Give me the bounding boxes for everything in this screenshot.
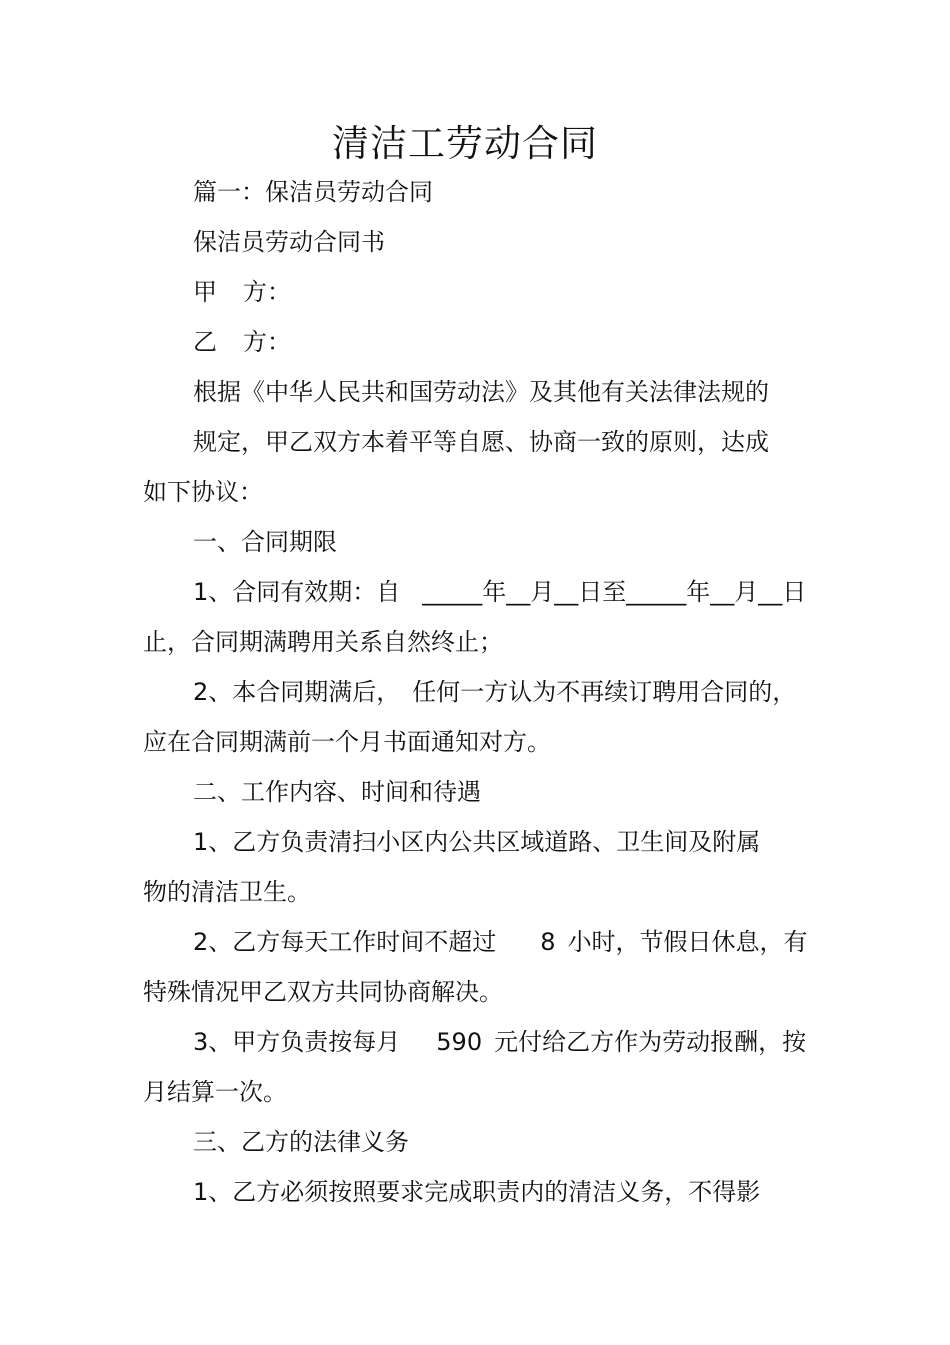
party-b-label: 乙 [193,328,217,356]
clause-text: 2、本合同期满后， [193,678,401,706]
party-b-suffix: 方： [243,328,291,356]
clause-text: 任何一方认为不再续订聘用合同的， [412,678,797,706]
clause-heading: 一、合同期限 [193,528,337,556]
hours-value: 8 [540,928,556,956]
clause-line: 物的清洁卫生。 [143,878,311,906]
salary-value: 590 [436,1028,483,1056]
clause-text: 小时，节假日休息，有 [567,928,808,956]
clause-line: 月结算一次。 [143,1078,287,1106]
party-a-line [193,275,291,309]
subtitle-line: 保洁员劳动合同书 [193,228,385,256]
clause-text: 元付给乙方作为劳动报酬，按 [494,1028,807,1056]
date-blanks: _____年__月__日至_____年__月__日 [422,578,807,606]
clause-text: 2、乙方每天工作时间不超过 [193,928,497,956]
clause-line [193,1025,806,1059]
clause-line: 应在合同期满前一个月书面通知对方。 [143,728,551,756]
clause-line: 1、乙方负责清扫小区内公共区域道路、卫生间及附属 [193,828,761,856]
party-b-line [193,325,291,359]
clause-line: 特殊情况甲乙双方共同协商解决。 [143,978,503,1006]
document-title: 清洁工劳动合同 [332,122,598,165]
paragraph-line: 根据《中华人民共和国劳动法》及其他有关法律法规的 [193,378,769,406]
clause-line [193,575,806,609]
clause-heading: 三、乙方的法律义务 [193,1128,409,1156]
clause-heading: 二、工作内容、时间和待遇 [193,778,481,806]
section-heading: 篇一：保洁员劳动合同 [193,178,433,206]
clause-text: 1、合同有效期：自 [193,578,401,606]
clause-line [193,925,808,959]
paragraph-line: 如下协议： [143,478,263,506]
paragraph-line: 规定，甲乙双方本着平等自愿、协商一致的原则，达成 [193,428,769,456]
clause-line: 1、乙方必须按照要求完成职责内的清洁义务，不得影 [193,1178,761,1206]
party-a-suffix: 方： [243,278,291,306]
clause-line [193,675,796,709]
clause-line: 止，合同期满聘用关系自然终止； [143,628,503,656]
party-a-label: 甲 [193,278,217,306]
clause-text: 3、甲方负责按每月 [193,1028,401,1056]
